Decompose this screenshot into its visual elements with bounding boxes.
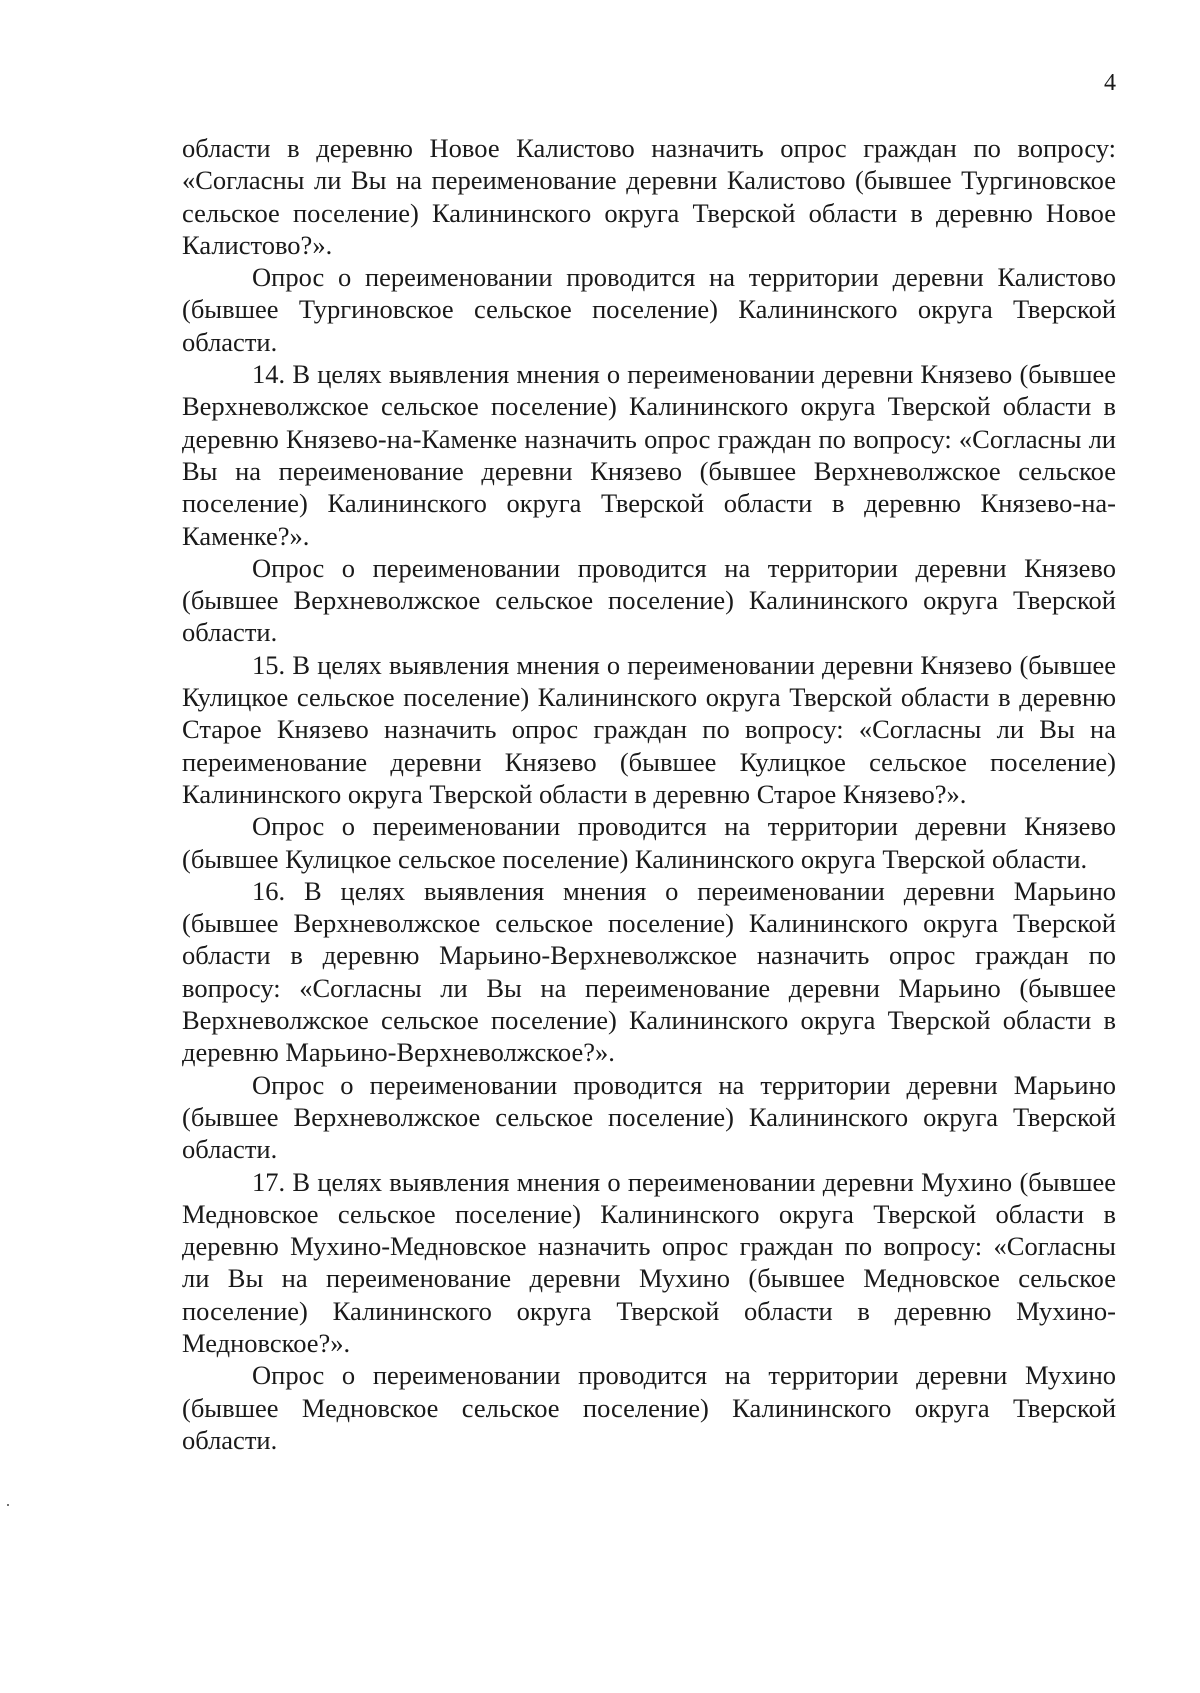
paragraph-item-16: 16. В целях выявления мнения о переименовании деревни Марьино (бывшее Верхневолжское сельское поселение) Калининского округа Тверской области в деревню Марьино-Верхневолжское назначить опрос граждан по вопросу: «Согласны ли Вы на переименование деревни Марьино (бывшее Верхневолжское сельское поселение) Калининского округа Тверской области в деревню Марьино-Верхневолжское?». [182, 875, 1116, 1068]
paragraph-6: Опрос о переименовании проводится на территории деревни Князево (бывшее Кулицкое сельское поселение) Калининского округа Тверской области. [182, 811, 1116, 874]
scan-artifact-dot [7, 1504, 9, 1506]
document-body [182, 132, 1116, 1456]
paragraph-2: Опрос о переименовании проводится на территории деревни Калистово (бывшее Тургиновское сельское поселение) Калининского округа Тверской области. [182, 262, 1116, 357]
paragraph-8: Опрос о переименовании проводится на территории деревни Марьино (бывшее Верхневолжское сельское поселение) Калининского округа Тверской области. [182, 1069, 1116, 1165]
paragraph-1: области в деревню Новое Калистово назначить опрос граждан по вопросу: «Согласны ли Вы на переименование деревни Калистово (бывшее Тургиновское сельское поселение) Калининского округа Тверской области в деревню Новое Калистово?». [182, 133, 1116, 260]
paragraph-item-14: 14. В целях выявления мнения о переименовании деревни Князево (бывшее Верхневолжское сельское поселение) Калининского округа Тверской области в деревню Князево-на-Каменке назначить опрос граждан по вопросу: «Согласны ли Вы на переименование деревни Князево (бывшее Верхневолжское сельское поселение) Калининского округа Тверской области в деревню Князево-на-Каменке?». [182, 359, 1116, 551]
page-number: 4 [1104, 70, 1116, 96]
paragraph-item-15: 15. В целях выявления мнения о переименовании деревни Князево (бывшее Кулицкое сельское поселение) Калининского округа Тверской области в деревню Старое Князево назначить опрос граждан по вопросу: «Согласны ли Вы на переименование деревни Князево (бывшее Кулицкое сельское поселение) Калининского округа Тверской области в деревню Старое Князево?». [182, 649, 1116, 809]
paragraph-item-17: 17. В целях выявления мнения о переименовании деревни Мухино (бывшее Медновское сельское поселение) Калининского округа Тверской области в деревню Мухино-Медновское назначить опрос граждан по вопросу: «Согласны ли Вы на переименование деревни Мухино (бывшее Медновское сельское поселение) Калининского округа Тверской области в деревню Мухино-Медновское?». [182, 1166, 1116, 1358]
paragraph-10: Опрос о переименовании проводится на территории деревни Мухино (бывшее Медновское сельское поселение) Калининского округа Тверской области. [182, 1360, 1116, 1455]
paragraph-4: Опрос о переименовании проводится на территории деревни Князево (бывшее Верхневолжское сельское поселение) Калининского округа Тверской области. [182, 552, 1116, 648]
